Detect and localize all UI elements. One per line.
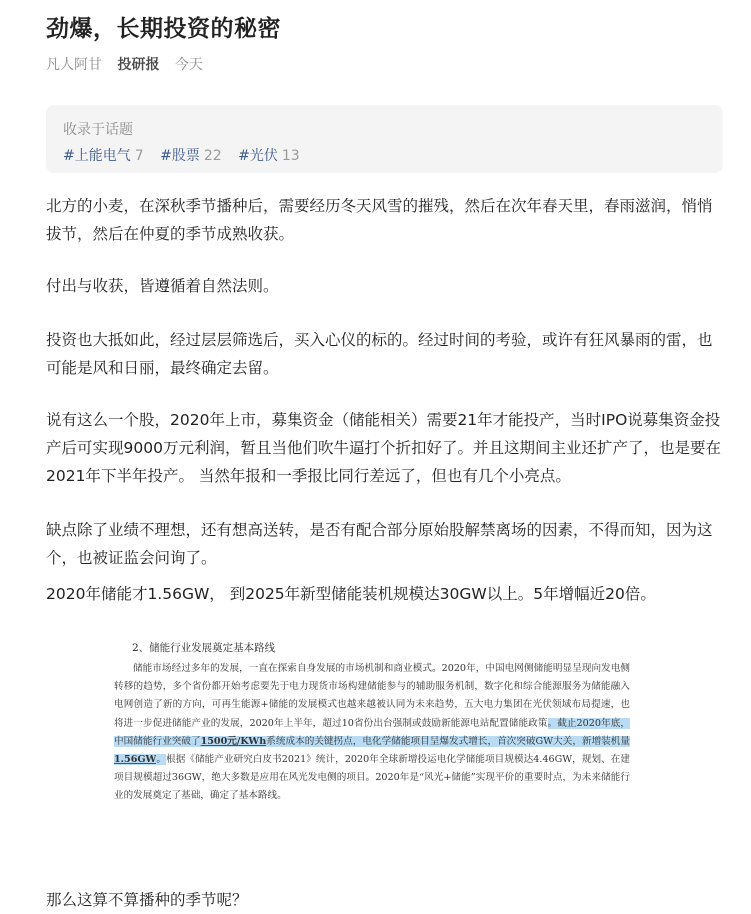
topic-count: 22 [203,148,222,164]
paragraph-3: 投资也大抵如此，经过层层筛选后，买入心仪的标的。经过时间的考验，或许有狂风暴雨的雷，也可能是风和日丽，最终确定去留。 [46,331,713,377]
topic-header: 收录于话题 [63,122,133,138]
paragraph-7: 那么这算不算播种的季节呢？ [46,891,248,909]
paragraph-5: 缺点除了业绩不理想，还有想高送转，是否有配合部分原始股解禁离场的因素，不得而知，因为这个，也被证监会问询了。 [46,521,713,567]
topic-name: #光伏 [238,148,278,164]
topic-count: 7 [134,148,144,164]
excerpt-highlight-3: 系统成本的关键拐点，电化学储能项目呈爆发式增长，首次突破GW大关，新增装机量 [266,735,631,747]
topic-name: #股票 [160,148,200,164]
excerpt-heading: 2、储能行业发展奠定基本路线 [132,642,276,654]
paragraph-4: 说有这么一个股，2020年上市，募集资金（储能相关）需要21年才能投产，当时IPO说募集资金投产后可实现9000万元利润，暂且当他们吹牛逼打个折扣好了。并且这期间主业还扩产了，也是要在2021年下半年投产。 当然年报和一季报比同行差远了，但也有几个小亮点。 [46,411,721,485]
topic-list [63,145,312,165]
topic-name: #上能电气 [63,148,131,164]
topic-tag-stocks[interactable] [160,145,222,165]
topic-count: 13 [281,148,300,164]
author-name[interactable]: 凡人阿甘 [46,57,102,73]
excerpt-text-a: 储能市场经过多年的发展，一直在探索自身发展的市场机制和商业模式。2020年，中国电网侧储能明显呈现向发电侧转移的趋势，多个省份都开始考虑要先于电力现货市场构建储能参与的辅助服务机制，数字化和综合能源服务为储能融入电网创造了新的方向，可再生能源+储能的发展模式也越来越被认同为未来趋势，五大电力集团在光伏领域布局提速，也将进一步促进储能产业的发展，2020年上半年，超过10省份出台强制或鼓励新能源电站配置储能政策 [114,663,630,729]
topic-box [46,105,723,173]
topic-tag-shangneng[interactable] [63,145,144,165]
excerpt-highlight-cost: 1500元/KWh [200,735,267,747]
report-excerpt-image [108,640,636,815]
topic-tag-pv[interactable] [238,145,300,165]
excerpt-highlight-1: 。截止2020年底，中国储能行业突破了 [114,717,631,747]
paragraph-1: 北方的小麦，在深秋季节播种后，需要经历冬天风雪的摧残，然后在次年春天里，春雨滋润，悄悄拔节，然后在仲夏的季节成熟收获。 [46,197,713,243]
column-link[interactable]: 投研报 [117,57,160,73]
article-meta [46,54,214,74]
paragraph-6: 2020年储能才1.56GW， 到2025年新型储能装机规模达30GW以上。5年增幅近20倍。 [46,585,656,603]
excerpt-body [114,660,630,806]
publish-time: 今天 [174,57,203,73]
excerpt-highlight-capacity: 1.56GW [114,754,157,766]
excerpt-text-b: 根据《储能产业研究白皮书2021》统计，2020年全球新增投运电化学储能项目规模达4.46GW，规划、在建项目规模超过36GW，绝大多数是应用在风光发电侧的项目。2020年是“风光+储能”实现平价的重要时点，为未来储能行业的发展奠定了基础，确定了基本路线。 [114,754,631,802]
paragraph-2: 付出与收获，皆遵循着自然法则。 [46,277,279,295]
excerpt-highlight-5: 。 [156,754,167,766]
article-title: 劲爆，长期投资的秘密 [46,16,281,42]
